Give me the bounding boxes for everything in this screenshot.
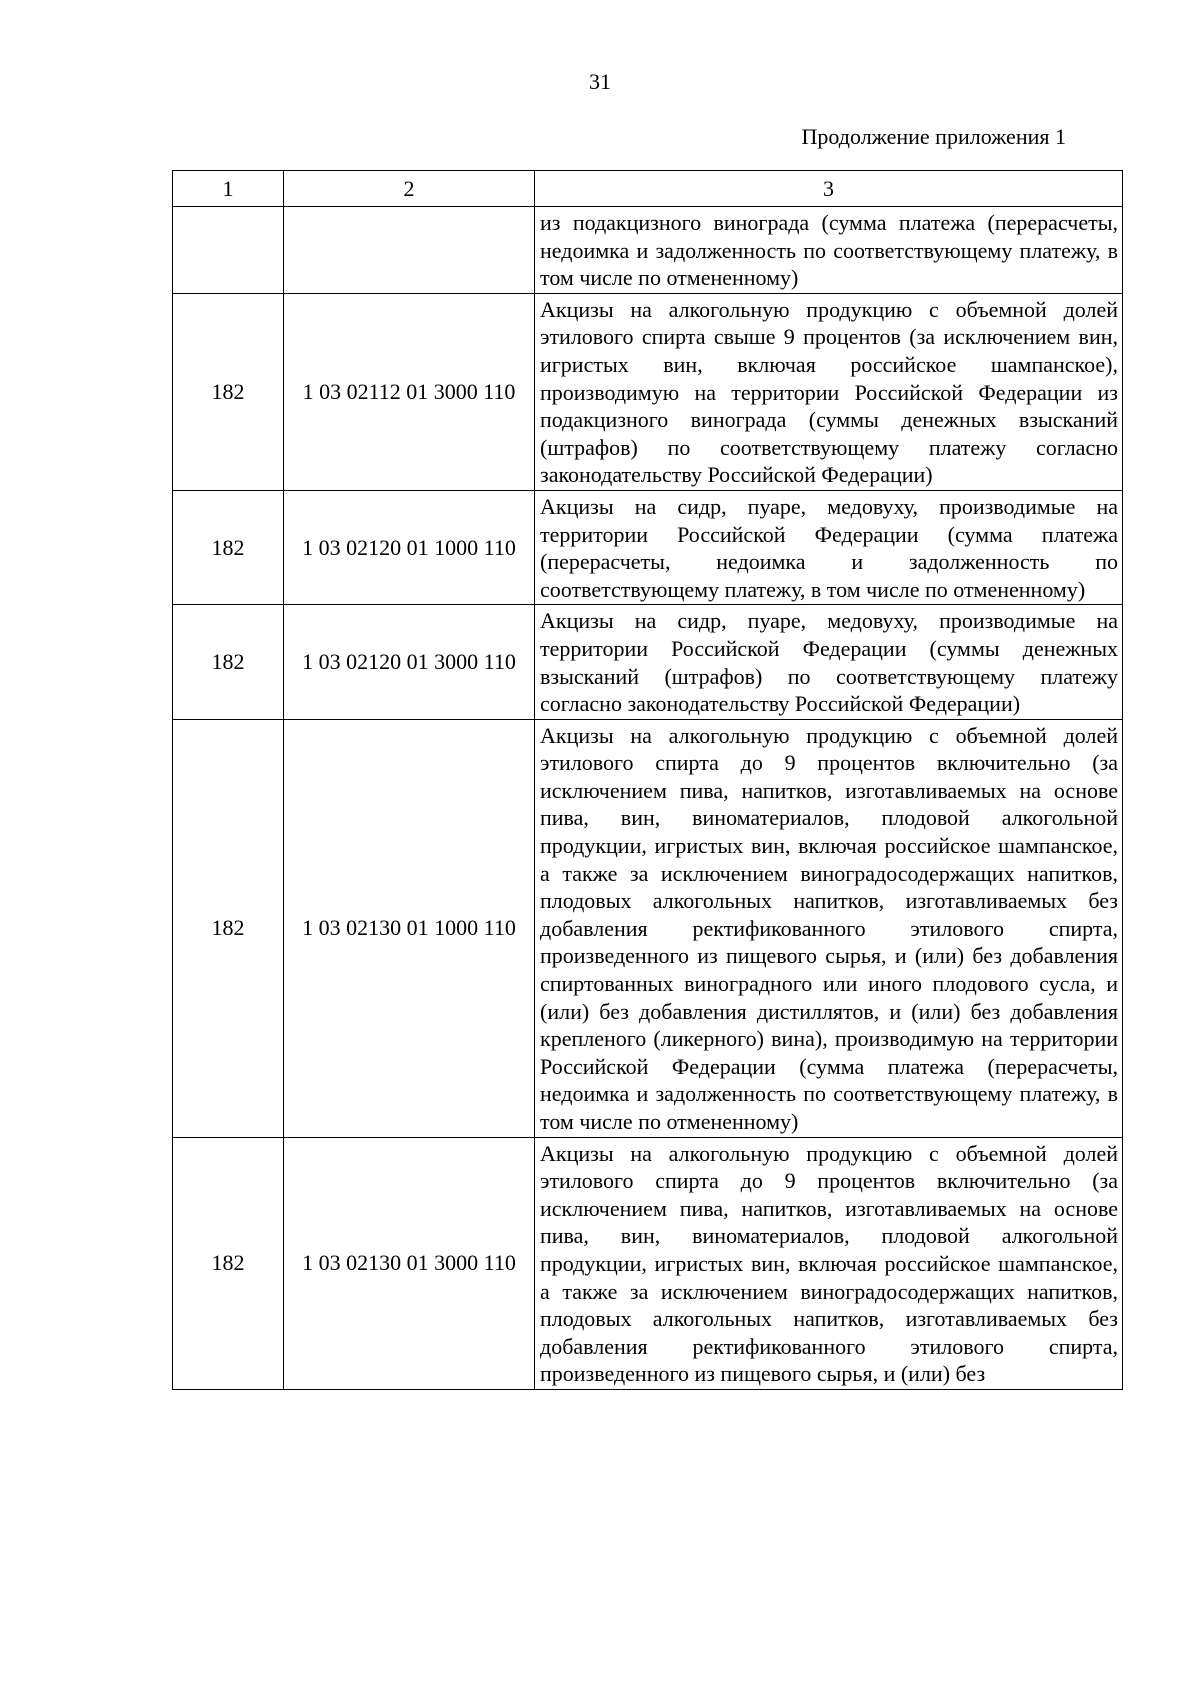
revenue-description-cell: Акцизы на алкогольную продукцию с объемной долей этилового спирта до 9 процентов включительно (за исключением пива, напитков, изготавливаемых на основе пива, вин, виноматериалов, плодовой алкогольной продукции, игристых вин, включая российское шампанское, а также за исключением виноградосодержащих напитков, плодовых алкогольных напитков, изготавливаемых без добавления ректификованного этилового спирта, произведенного из пищевого сырья, и (или) без добавления спиртованных виноградного или иного плодового сусла, и (или) без добавления дистиллятов, и (или) без добавления крепленого (ликерного) вина), производимую на территории Российской Федерации (сумма платежа (перерасчеты, недоимка и задолженность по соответствующему платежу, в том числе по отмененному) [535,719,1123,1137]
column-header-1: 1 [173,171,284,207]
budget-classification-code-cell: 1 03 02130 01 3000 110 [284,1137,535,1389]
page-number: 31 [589,69,611,94]
column-header-3: 3 [535,171,1123,207]
admin-code-cell: 182 [173,719,284,1137]
table-row [173,719,1123,1137]
revenue-description-cell: из подакцизного винограда (сумма платежа (перерасчеты, недоимка и задолженность по соответствующему платежу, в том числе по отмененному) [535,207,1123,294]
admin-code-cell: 182 [173,490,284,604]
table-row [173,1137,1123,1389]
table-row [173,207,1123,294]
budget-codes-table [172,170,1123,1390]
budget-classification-code-cell: 1 03 02130 01 1000 110 [284,719,535,1137]
budget-classification-code-cell: 1 03 02120 01 1000 110 [284,490,535,604]
table-row [173,605,1123,719]
budget-classification-code-cell [284,207,535,294]
revenue-description-cell: Акцизы на сидр, пуаре, медовуху, производимые на территории Российской Федерации (сумма платежа (перерасчеты, недоимка и задолженность по соответствующему платежу, в том числе по отмененному) [535,490,1123,604]
revenue-description-cell: Акцизы на алкогольную продукцию с объемной долей этилового спирта свыше 9 процентов (за исключением вин, игристых вин, включая российское шампанское), производимую на территории Российской Федерации из подакцизного винограда (суммы денежных взысканий (штрафов) по соответствующему платежу согласно законодательству Российской Федерации) [535,293,1123,490]
revenue-description-cell: Акцизы на алкогольную продукцию с объемной долей этилового спирта до 9 процентов включительно (за исключением пива, напитков, изготавливаемых на основе пива, вин, виноматериалов, плодовой алкогольной продукции, игристых вин, включая российское шампанское, а также за исключением виноградосодержащих напитков, плодовых алкогольных напитков, изготавливаемых без добавления ректификованного этилового спирта, произведенного из пищевого сырья, и (или) без [535,1137,1123,1389]
appendix-continuation-label: Продолжение приложения 1 [801,124,1066,149]
admin-code-cell: 182 [173,1137,284,1389]
revenue-description-cell: Акцизы на сидр, пуаре, медовуху, производимые на территории Российской Федерации (суммы денежных взысканий (штрафов) по соответствующему платежу согласно законодательству Российской Федерации) [535,605,1123,719]
admin-code-cell: 182 [173,293,284,490]
budget-classification-code-cell: 1 03 02120 01 3000 110 [284,605,535,719]
column-header-2: 2 [284,171,535,207]
budget-classification-code-cell: 1 03 02112 01 3000 110 [284,293,535,490]
table-header-row [173,171,1123,207]
admin-code-cell [173,207,284,294]
admin-code-cell: 182 [173,605,284,719]
table-row [173,293,1123,490]
table-row [173,490,1123,604]
